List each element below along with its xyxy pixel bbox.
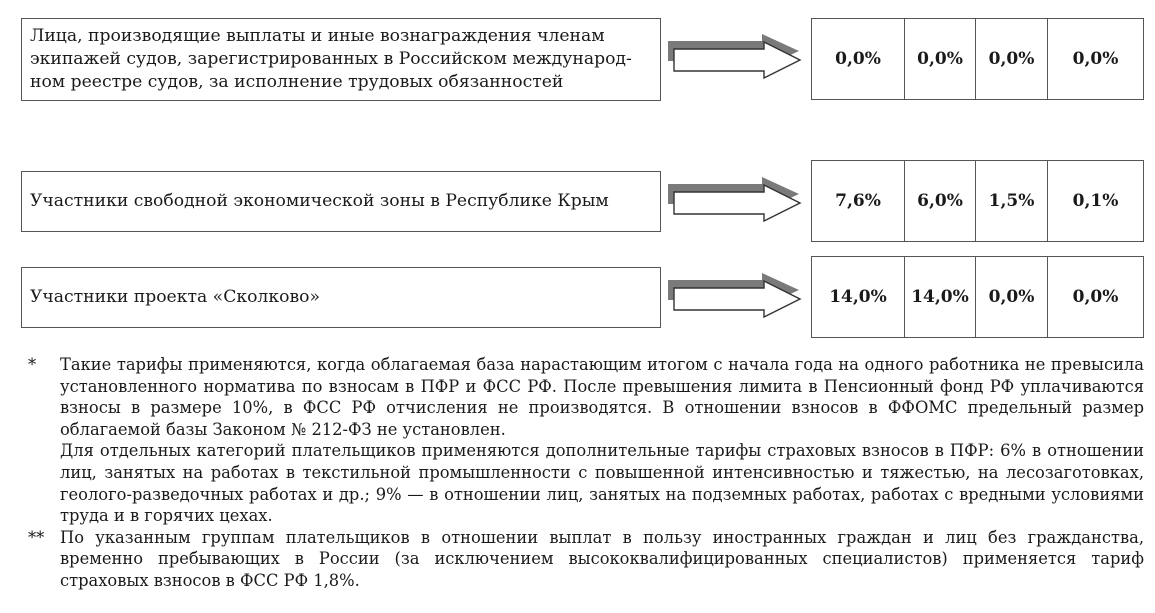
rate-cell: 7,6% xyxy=(812,161,905,241)
rate-cell: 6,0% xyxy=(905,161,976,241)
category-line: ном реестре судов, за исполнение трудовых обязанностей xyxy=(30,72,564,92)
footnotes xyxy=(28,354,1144,592)
rate-cell: 1,5% xyxy=(976,161,1048,241)
footnote-text xyxy=(60,354,1144,527)
category-line: Лица, производящие выплаты и иные вознаграждения членам xyxy=(30,26,605,46)
footnote-paragraph: По указанным группам плательщиков в отношении выплат в пользу иностранных граждан и лиц без гражданства, временно пребывающих в России (за исключением высококвалифицированных специалистов) применяется тариф страховых взносов в ФСС РФ 1,8%. xyxy=(60,527,1144,590)
rate-cell: 0,0% xyxy=(1072,287,1119,307)
category-line: Участники свободной экономической зоны в Республике Крым xyxy=(30,191,609,211)
rate-cell: 0,0% xyxy=(1072,49,1119,69)
rates-row-skolkovo xyxy=(811,256,1144,338)
rates-row-crimea xyxy=(811,160,1144,242)
category-box-skolkovo xyxy=(21,267,661,328)
category-line: Участники проекта «Сколково» xyxy=(30,287,320,307)
rates-row-ship-crews xyxy=(811,18,1144,100)
arrow-right-icon xyxy=(666,176,806,226)
footnote-text xyxy=(60,527,1144,592)
category-box-crimea xyxy=(21,171,661,232)
footnote-paragraph: Для отдельных категорий плательщиков применяются дополнительные тарифы страховых взносов в ПФР: 6% в отношении лиц, занятых на работах в текстильной промышленности с повышенной интенсивностью и тяжестью, на лесозаготовках, геолого-разведочных работах и др.; 9% — в отношении лиц, занятых на подземных работах, работах с вредными условиями труда и в горячих цехах. xyxy=(60,441,1144,526)
footnote-marker: * xyxy=(28,355,37,374)
rate-cell: 14,0% xyxy=(812,257,905,337)
rate-cell: 0,0% xyxy=(976,19,1048,99)
category-text xyxy=(30,25,632,94)
category-text xyxy=(30,190,609,213)
category-box-ship-crews xyxy=(21,18,661,101)
footnote-single-asterisk xyxy=(28,354,1144,527)
rate-cell: 0,0% xyxy=(976,257,1048,337)
footnote-paragraph: Такие тарифы применяются, когда облагаемая база нарастающим итогом с начала года на одного работника не превысила установленного норматива по взносам в ПФР и ФСС РФ. После превышения лимита в Пенсионный фонд РФ уплачиваются взносы в размере 10%, в ФСС РФ отчисления не производятся. В отношении взносов в ФФОМС предельный размер облагаемой базы Законом № 212-ФЗ не установлен. xyxy=(60,355,1144,439)
category-text xyxy=(30,286,320,309)
arrow-right-icon xyxy=(666,272,806,322)
arrow-right-icon xyxy=(666,33,806,83)
rate-cell: 0,0% xyxy=(905,19,976,99)
rate-cell: 0,1% xyxy=(1072,191,1119,211)
rate-cell: 0,0% xyxy=(812,19,905,99)
footnote-marker: ** xyxy=(28,527,45,547)
rate-cell: 14,0% xyxy=(905,257,976,337)
category-line: экипажей судов, зарегистрированных в Российском международ- xyxy=(30,49,632,69)
footnote-double-asterisk xyxy=(28,527,1144,592)
